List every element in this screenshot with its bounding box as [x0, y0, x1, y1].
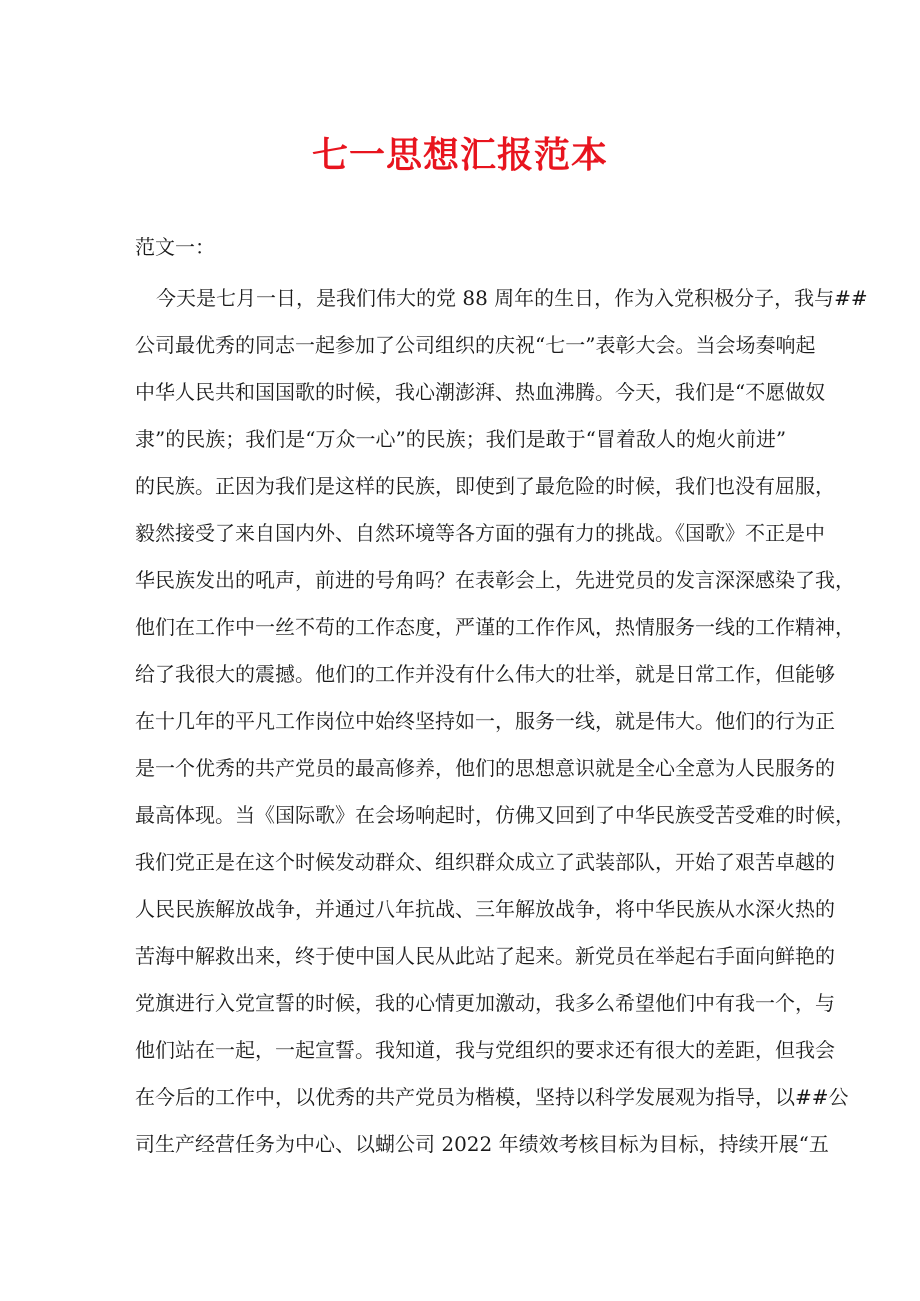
paragraph-line: 公司最优秀的同志一起参加了公司组织的庆祝“七一”表彰大会。当会场奏响起: [135, 333, 816, 357]
paragraph-line: 司生产经营任务为中心、以蝴公司 2022 年绩效考核目标为目标，持续开展“五: [135, 1132, 829, 1156]
paragraph-line: 华民族发出的吼声，前进的号角吗？在表彰会上，先进党员的发言深深感染了我，: [135, 568, 855, 592]
paragraph-line: 的民族。正因为我们是这样的民族，即使到了最危险的时候，我们也没有屈服，: [135, 474, 835, 498]
paragraph-line: 他们站在一起，一起宣誓。我知道，我与党组织的要求还有很大的差距，但我会: [135, 1038, 835, 1062]
page-title: 七一思想汇报范本: [311, 135, 608, 176]
paragraph-line: 是一个优秀的共产党员的最高修养，他们的思想意识就是全心全意为人民服务的: [135, 756, 835, 780]
paragraph-line: 在今后的工作中，以优秀的共产党员为楷模，坚持以科学发展观为指导，以##公: [135, 1085, 849, 1109]
paragraph-line: 中华人民共和国国歌的时候，我心潮澎湃、热血沸腾。今天，我们是“不愿做奴: [135, 380, 826, 404]
paragraph-line: 党旗进行入党宣誓的时候，我的心情更加激动，我多么希望他们中有我一个，与: [135, 991, 835, 1015]
section-heading: 范文一：: [135, 235, 215, 259]
paragraph-line: 我们党正是在这个时候发动群众、组织群众成立了武装部队，开始了艰苦卓越的: [135, 850, 835, 874]
paragraph-line: 隶”的民族；我们是“万众一心”的民族；我们是敢于“冒着敌人的炮火前进”: [135, 427, 787, 451]
paragraph-line: 在十几年的平凡工作岗位中始终坚持如一，服务一线，就是伟大。他们的行为正: [135, 709, 835, 733]
paragraph-line: 毅然接受了来自国内外、自然环境等各方面的强有力的挑战。《国歌》不正是中: [135, 521, 825, 545]
paragraph-line: 今天是七月一日，是我们伟大的党 88 周年的生日，作为入党积极分子，我与##: [156, 286, 868, 310]
paragraph-line: 他们在工作中一丝不苟的工作态度，严谨的工作作风，热情服务一线的工作精神，: [135, 615, 855, 639]
paragraph-line: 苦海中解救出来，终于使中国人民从此站了起来。新党员在举起右手面向鲜艳的: [135, 944, 835, 968]
paragraph-line: 给了我很大的震撼。他们的工作并没有什么伟大的壮举，就是日常工作，但能够: [135, 662, 835, 686]
paragraph-line: 人民民族解放战争，并通过八年抗战、三年解放战争，将中华民族从水深火热的: [135, 897, 835, 921]
paragraph-line: 最高体现。当《国际歌》在会场响起时，仿佛又回到了中华民族受苦受难的时候，: [135, 803, 855, 827]
